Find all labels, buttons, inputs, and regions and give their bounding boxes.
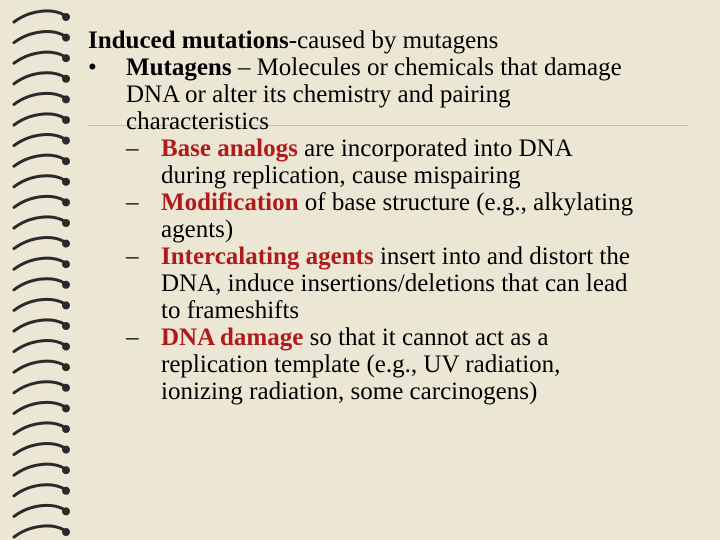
spiral-ring (14, 52, 64, 63)
spiral-hole (62, 507, 70, 515)
spiral-hole (62, 75, 70, 83)
sub-bullet-item (88, 324, 698, 351)
sub-bullet-term: Base analogs (161, 135, 298, 162)
slide-body (88, 27, 698, 405)
notebook-spiral-binding (0, 0, 80, 540)
sub-bullet-text-continued: during replication, cause mispairing (161, 162, 521, 189)
sub-bullet-term: Modification (161, 189, 299, 216)
spiral-ring (14, 238, 64, 249)
spiral-ring (14, 382, 64, 393)
spiral-ring (14, 505, 64, 516)
spiral-hole (62, 384, 70, 392)
spiral-ring (14, 135, 64, 146)
bullet-text-line2: DNA or alter its chemistry and pairing (126, 81, 511, 108)
sub-bullet-item (88, 243, 698, 270)
spiral-hole (62, 363, 70, 371)
heading-term: Induced mutations (88, 27, 289, 54)
spiral-hole (62, 301, 70, 309)
sub-bullet-text-continued: DNA, induce insertions/deletions that can lead (161, 270, 628, 297)
spiral-ring (14, 444, 64, 455)
spiral-hole (62, 137, 70, 145)
spiral-hole (62, 198, 70, 206)
spiral-hole (62, 528, 70, 536)
sub-bullet-mark: – (126, 189, 139, 216)
spiral-ring (14, 196, 64, 207)
slide-heading (88, 27, 698, 54)
spiral-hole (62, 13, 70, 21)
spiral-ring (14, 155, 64, 166)
spiral-hole (62, 219, 70, 227)
bullet-mutagens (88, 54, 698, 81)
spiral-ring (14, 464, 64, 475)
sub-bullet-text-continued: to frameshifts (161, 297, 300, 324)
spiral-ring (14, 485, 64, 496)
sub-bullet-text-continued: replication template (e.g., UV radiation, (161, 351, 561, 378)
spiral-ring (14, 114, 64, 125)
spiral-ring (14, 402, 64, 413)
spiral-ring (14, 176, 64, 187)
spiral-ring (14, 93, 64, 104)
spiral-ring (14, 11, 64, 22)
spiral-hole (62, 54, 70, 62)
bullet-text-line3: characteristics (126, 108, 269, 135)
sub-bullet-mark: – (126, 324, 139, 351)
sub-bullet-list (88, 135, 698, 405)
spiral-hole (62, 343, 70, 351)
spiral-ring (14, 299, 64, 310)
spiral-hole (62, 260, 70, 268)
heading-rest: -caused by mutagens (288, 27, 499, 54)
sub-bullet-text: so that it cannot act as a (303, 324, 549, 351)
spiral-ring (14, 279, 64, 290)
spiral-hole (62, 487, 70, 495)
spiral-hole (62, 178, 70, 186)
spiral-hole (62, 281, 70, 289)
spiral-ring (14, 423, 64, 434)
sub-bullet-mark: – (126, 243, 139, 270)
sub-bullet-text-continued: ionizing radiation, some carcinogens) (161, 378, 538, 405)
spiral-ring (14, 32, 64, 43)
bullet-text: – Molecules or chemicals that damage (231, 54, 622, 81)
spiral-hole (62, 240, 70, 248)
sub-bullet-text: of base structure (e.g., alkylating (298, 189, 634, 216)
sub-bullet-mark: – (126, 135, 139, 162)
sub-bullet-item (88, 189, 698, 216)
spiral-hole (62, 466, 70, 474)
spiral-ring (14, 361, 64, 372)
spiral-hole (62, 34, 70, 42)
spiral-hole (62, 116, 70, 124)
spiral-hole (62, 404, 70, 412)
spiral-ring (14, 320, 64, 331)
spiral-ring (14, 73, 64, 84)
sub-bullet-item (88, 135, 698, 162)
sub-bullet-term: DNA damage (161, 324, 304, 351)
bullet-mark: • (88, 54, 97, 81)
sub-bullet-text-continued: agents) (161, 216, 234, 243)
spiral-hole (62, 446, 70, 454)
spiral-hole (62, 157, 70, 165)
spiral-ring (14, 258, 64, 269)
spiral-ring (14, 341, 64, 352)
sub-bullet-text: insert into and distort the (373, 243, 630, 270)
spiral-ring (14, 526, 64, 537)
spiral-hole (62, 322, 70, 330)
spiral-ring (14, 217, 64, 228)
sub-bullet-term: Intercalating agents (161, 243, 374, 270)
spiral-hole (62, 95, 70, 103)
sub-bullet-text: are incorporated into DNA (297, 135, 573, 162)
spiral-hole (62, 425, 70, 433)
bullet-term: Mutagens (126, 54, 232, 81)
